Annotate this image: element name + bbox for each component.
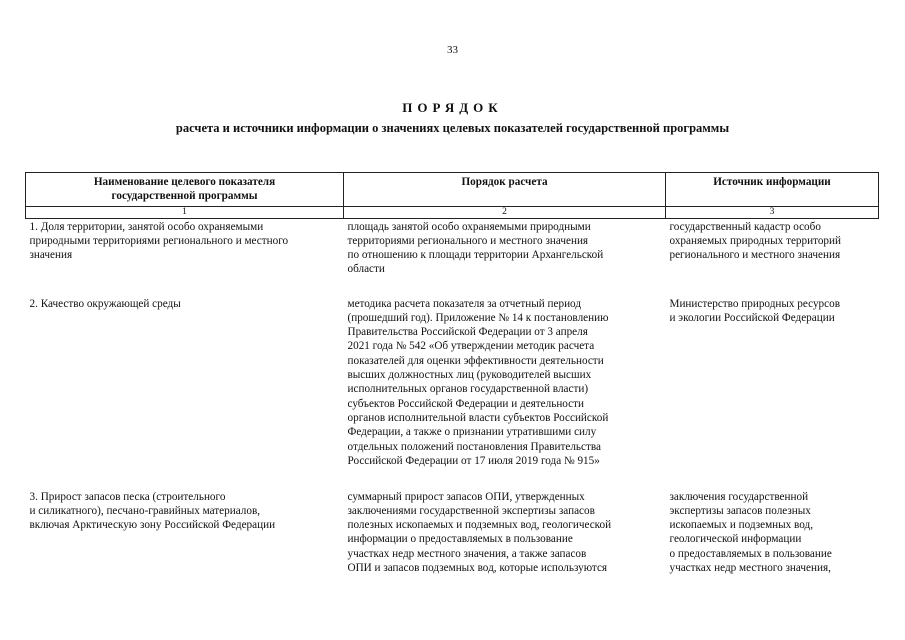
table-row (26, 296, 879, 489)
indicator-name-cell: 1. Доля территории, занятой особо охраняемыми природными территориями регионального и местного значения (29, 220, 289, 262)
indicators-table (25, 172, 879, 580)
column-number-1: 1 (26, 206, 344, 218)
information-source-cell: государственный кадастр особо охраняемых природных территорий регионального и местного значения (669, 220, 842, 262)
page-number: 33 (447, 44, 458, 56)
header-indicator-name: Наименование целевого показателя государственной программы (26, 173, 344, 207)
information-source-cell: Министерство природных ресурсов и экологии Российской Федерации (669, 297, 840, 324)
calculation-method-cell: суммарный прирост запасов ОПИ, утвержденных заключениями государственной экспертизы запасов полезных ископаемых и подземных вод, геологической информации о предоставляемых в пользование участках недр местного значения, а также запасов ОПИ и запасов подземных вод, которые используются (347, 490, 612, 575)
calculation-method-cell: методика расчета показателя за отчетный период (прошедший год). Приложение № 14 к постановлению Правительства Российской Федерации от 3 апреля 2021 года № 542 «Об утверждении методик расчета показателей для оценки эффективности деятельности высших должностных лиц (руководителей высших исполнительных органов государственной власти) субъектов Российской Федерации и деятельности органов исполнительной власти субъектов Российской Федерации, а также о признании утратившими силу отдельных положений постановления Правительства Российской Федерации от 17 июля 2019 года № 915» (347, 297, 609, 467)
column-number-2: 2 (344, 206, 666, 218)
header-information-source: Источник информации (666, 173, 879, 207)
document-title: ПОРЯДОК (402, 100, 503, 115)
table-row (26, 218, 879, 296)
indicator-name-cell: 2. Качество окружающей среды (29, 297, 181, 310)
column-number-3: 3 (666, 206, 879, 218)
document-subtitle: расчета и источники информации о значениях целевых показателей государственной программы (175, 121, 730, 135)
column-number-row (26, 206, 879, 218)
header-calculation-method: Порядок расчета (344, 173, 666, 207)
calculation-method-cell: площадь занятой особо охраняемыми природными территориями регионального и местного значения по отношению к площади территории Архангельской области (347, 220, 604, 276)
table-row (26, 489, 879, 580)
indicator-name-cell: 3. Прирост запасов песка (строительного и силикатного), песчано-гравийных материалов, включая Арктическую зону Российской Федерации (29, 490, 276, 532)
information-source-cell: заключения государственной экспертизы запасов полезных ископаемых и подземных вод, геологической информации о предоставляемых в пользование участках недр местного значения, (669, 490, 832, 575)
table-header-row (26, 173, 879, 207)
